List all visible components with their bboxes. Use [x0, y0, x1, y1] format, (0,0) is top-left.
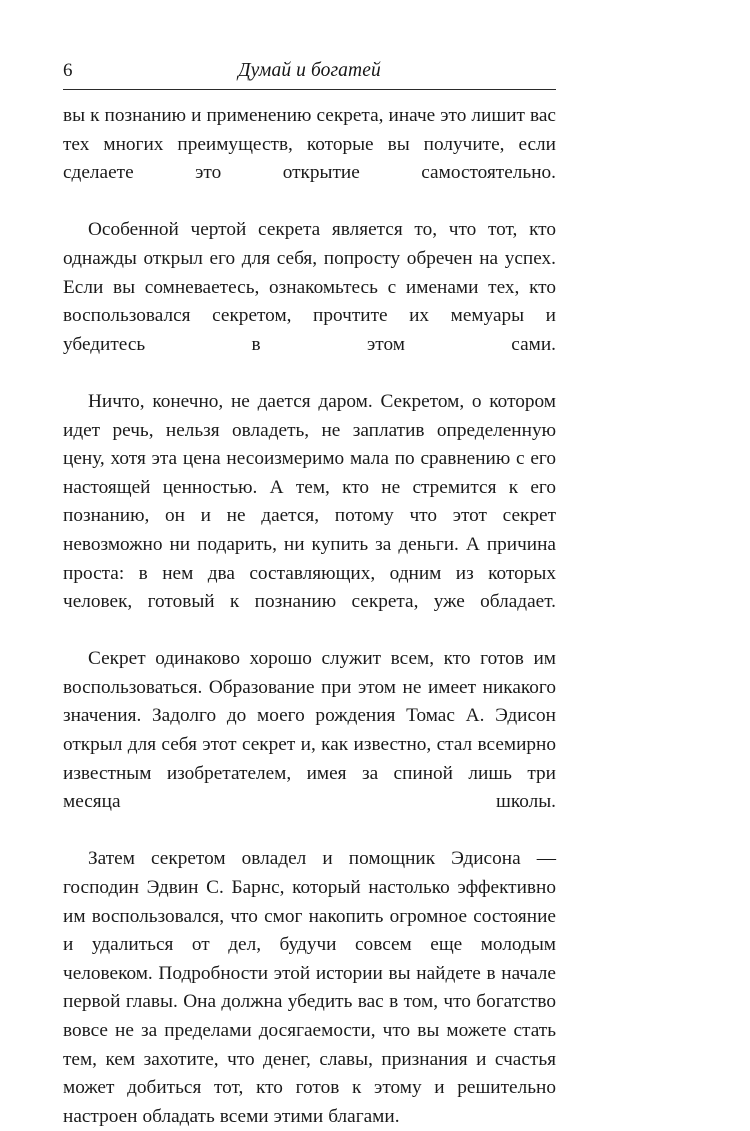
page-header-inner — [63, 58, 556, 84]
paragraph: вы к познанию и применению секрета, иначе это лишит вас тех многих преимуществ, которые вы получите, если сделаете это открытие самостоятельно. — [63, 105, 556, 184]
paragraph: Затем секретом овладел и помощник Эдисона — господин Эдвин С. Барнс, который настолько эффективно им воспользовался, что смог накопить огромное состояние и удалиться от дел, будучи совсем еще молодым человеком. Подробности этой истории вы найдете в начале первой главы. Она должна убедить вас в том, что богатство вовсе не за пределами досягаемости, что вы можете стать тем, кем захотите, что денег, славы, признания и счастья может добиться тот, кто готов к этому и решительно настроен обладать всеми этими благами. — [63, 848, 556, 1127]
body-text-block — [63, 102, 556, 1131]
page-header — [63, 58, 556, 88]
running-title: Думай и богатей — [238, 60, 381, 81]
paragraph: Секрет одинаково хорошо служит всем, кто готов им воспользоваться. Образование при этом не имеет никакого значения. Задолго до моего рождения Томас А. Эдисон открыл для себя этот секрет и, как известно, стал всемирно известным изобретателем, имея за спиной лишь три месяца школы. — [63, 648, 556, 813]
page-number: 6 — [63, 60, 73, 81]
header-rule-divider — [63, 89, 556, 90]
paragraph: Ничто, конечно, не дается даром. Секретом, о котором идет речь, нельзя овладеть, не заплатив определенную цену, хотя эта цена несоизмеримо мала по сравнению с его настоящей ценностью. А тем, кто не стремится к его познанию, он и не дается, потому что этот секрет невозможно ни подарить, ни купить за деньги. А причина проста: в нем два составляющих, одним из которых человек, готовый к познанию секрета, уже обладает. — [63, 390, 556, 613]
paragraph: Особенной чертой секрета является то, что тот, кто однажды открыл его для себя, попросту обречен на успех. Если вы сомневаетесь, ознакомьтесь с именами тех, кто воспользовался секретом, прочтите их мемуары и убедитесь в этом сами. — [63, 219, 556, 355]
